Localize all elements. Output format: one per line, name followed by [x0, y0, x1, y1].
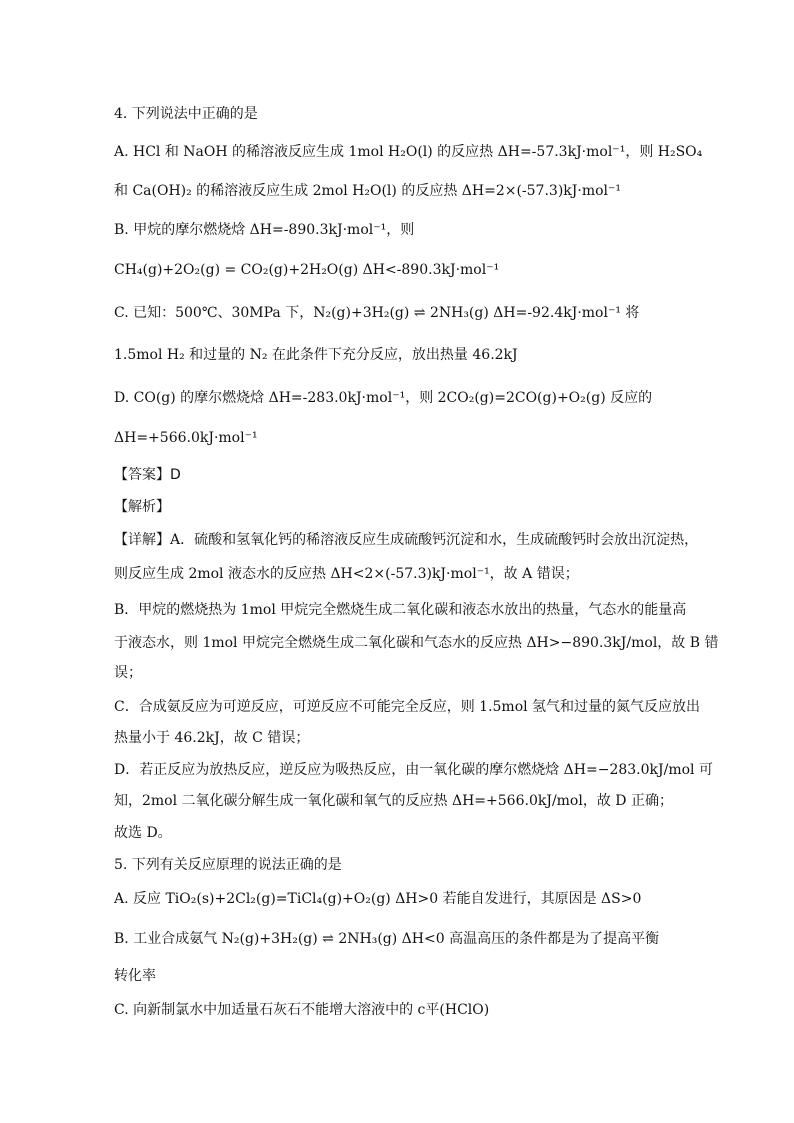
option-d-line2: ΔH=+566.0kJ·mol⁻¹ — [114, 430, 258, 446]
option-c-line2: 1.5mol H₂ 和过量的 N₂ 在此条件下充分反应，放出热量 46.2kJ — [114, 347, 518, 363]
option-b-equation: CH₄(g)+2O₂(g) = CO₂(g)+2H₂O(g) ΔH<-890.3kJ·mol⁻¹ — [114, 262, 500, 278]
option-c-line1: C. 已知：500℃、30MPa 下，N₂(g)+3H₂(g) ⇌ 2NH₃(g) ΔH=-92.4kJ·mol⁻¹ 将 — [114, 305, 640, 321]
detail-label: 【详解】 — [114, 532, 170, 548]
explanation-line6: C．合成氨反应为可逆反应，可逆反应不可能完全反应，则 1.5mol 氢气和过量的氮气反应放出 — [114, 699, 701, 715]
question-4-title: 4. 下列说法中正确的是 — [114, 106, 258, 122]
explanation-line10: 故选 D。 — [114, 825, 172, 841]
q5-option-c: C. 向新制氯水中加适量石灰石不能增大溶液中的 c平(HClO) — [114, 1002, 490, 1018]
explanation-line7: 热量小于 46.2kJ，故 C 错误； — [114, 730, 310, 746]
explanation-line9: 知，2mol 二氧化碳分解生成一氧化碳和氧气的反应热 ΔH=+566.0kJ/mol，故 D 正确； — [114, 793, 673, 809]
option-b-line1: B. 甲烷的摩尔燃烧焓 ΔH=-890.3kJ·mol⁻¹，则 — [114, 222, 415, 238]
explanation-line8: D．若正反应为放热反应，逆反应为吸热反应，由一氧化碳的摩尔燃烧焓 ΔH=−283.0kJ/mol 可 — [114, 762, 713, 778]
answer-value: D — [170, 467, 181, 483]
q5-option-a: A. 反应 TiO₂(s)+2Cl₂(g)=TiCl₄(g)+O₂(g) ΔH>0 若能自发进行，其原因是 ΔS>0 — [114, 891, 642, 907]
explanation-text-1: A．硫酸和氢氧化钙的稀溶液反应生成硫酸钙沉淀和水，生成硫酸钙时会放出沉淀热， — [170, 532, 699, 548]
option-d-line1: D. CO(g) 的摩尔燃烧焓 ΔH=-283.0kJ·mol⁻¹，则 2CO₂(g)=2CO(g)+O₂(g) 反应的 — [114, 390, 653, 406]
option-a-line2: 和 Ca(OH)₂ 的稀溶液反应生成 2mol H₂O(l) 的反应热 ΔH=2×(-57.3)kJ·mol⁻¹ — [114, 183, 622, 199]
analysis-label: 【解析】 — [114, 499, 170, 515]
explanation-line5: 误； — [114, 665, 142, 681]
option-a-line1: A. HCl 和 NaOH 的稀溶液反应生成 1mol H₂O(l) 的反应热 ΔH=-57.3kJ·mol⁻¹，则 H₂SO₄ — [114, 144, 703, 160]
explanation-line4: 于液态水，则 1mol 甲烷完全燃烧生成二氧化碳和气态水的反应热 ΔH>−890.3kJ/mol，故 B 错 — [114, 635, 719, 651]
explanation-line2: 则反应生成 2mol 液态水的反应热 ΔH<2×(-57.3)kJ·mol⁻¹，故 A 错误； — [114, 566, 579, 582]
explanation-line3: B．甲烷的燃烧热为 1mol 甲烷完全燃烧生成二氧化碳和液态水放出的热量，气态水的能量高 — [114, 602, 687, 618]
answer-label: 【答案】 — [114, 467, 170, 483]
q5-option-b-line2: 转化率 — [114, 968, 156, 984]
q5-option-b-line1: B. 工业合成氨气 N₂(g)+3H₂(g) ⇌ 2NH₃(g) ΔH<0 高温高压的条件都是为了提高平衡 — [114, 931, 660, 947]
explanation-line1 — [114, 530, 698, 550]
answer-row — [114, 465, 181, 485]
question-5-title: 5. 下列有关反应原理的说法正确的是 — [114, 857, 342, 873]
